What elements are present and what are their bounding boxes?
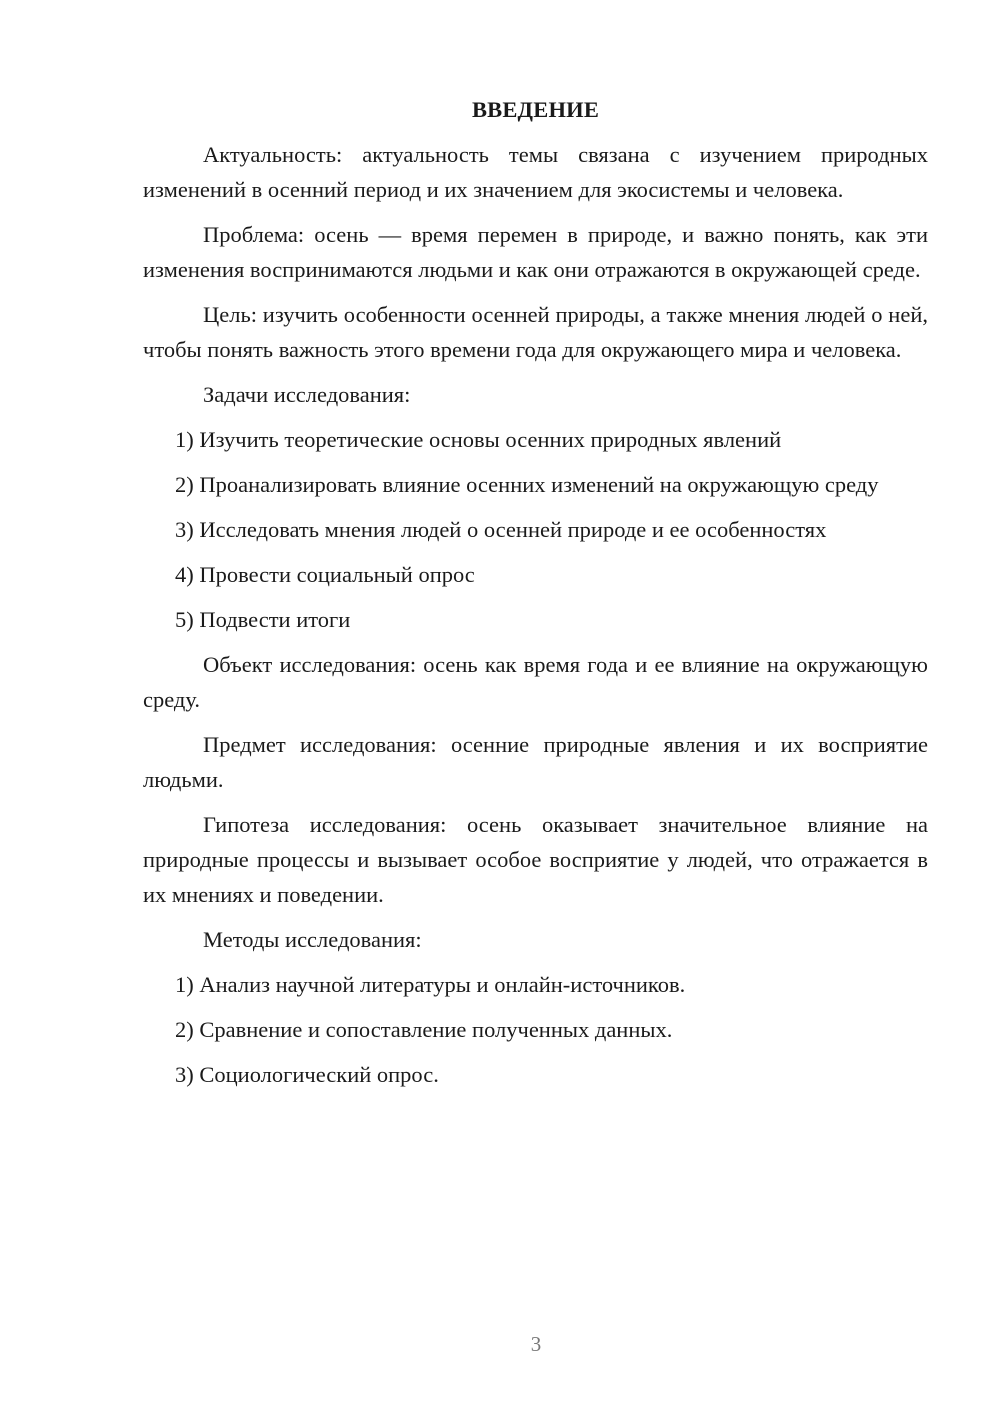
goal-paragraph: Цель: изучить особенности осенней природы, а также мнения людей о ней, чтобы понять важность этого времени года для окружающего мира и человека. <box>143 302 928 362</box>
method-item-1: 1) Анализ научной литературы и онлайн-источников. <box>175 972 686 997</box>
task-item-5: 5) Подвести итоги <box>175 607 351 632</box>
task-item-2: 2) Проанализировать влияние осенних изменений на окружающую среду <box>175 472 879 497</box>
relevance-paragraph: Актуальность: актуальность темы связана с изучением природных изменений в осенний период и их значением для экосистемы и человека. <box>143 142 928 202</box>
page-number: 3 <box>530 1332 542 1356</box>
page-title: ВВЕДЕНИЕ <box>471 97 600 122</box>
method-item-2: 2) Сравнение и сопоставление полученных данных. <box>175 1017 673 1042</box>
task-item-1: 1) Изучить теоретические основы осенних природных явлений <box>175 427 782 452</box>
object-paragraph: Объект исследования: осень как время года и ее влияние на окружающую среду. <box>143 652 928 712</box>
document-body <box>143 92 928 1102</box>
task-item-4: 4) Провести социальный опрос <box>175 562 475 587</box>
subject-paragraph: Предмет исследования: осенние природные явления и их восприятие людьми. <box>143 732 928 792</box>
problem-paragraph: Проблема: осень — время перемен в природе, и важно понять, как эти изменения воспринимаются людьми и как они отражаются в окружающей среде. <box>143 222 928 282</box>
hypothesis-paragraph: Гипотеза исследования: осень оказывает значительное влияние на природные процессы и вызывает особое восприятие у людей, что отражается в их мнениях и поведении. <box>143 812 928 907</box>
tasks-heading: Задачи исследования: <box>203 382 411 407</box>
task-item-3: 3) Исследовать мнения людей о осенней природе и ее особенностях <box>175 517 827 542</box>
methods-heading: Методы исследования: <box>203 927 422 952</box>
method-item-3: 3) Социологический опрос. <box>175 1062 439 1087</box>
